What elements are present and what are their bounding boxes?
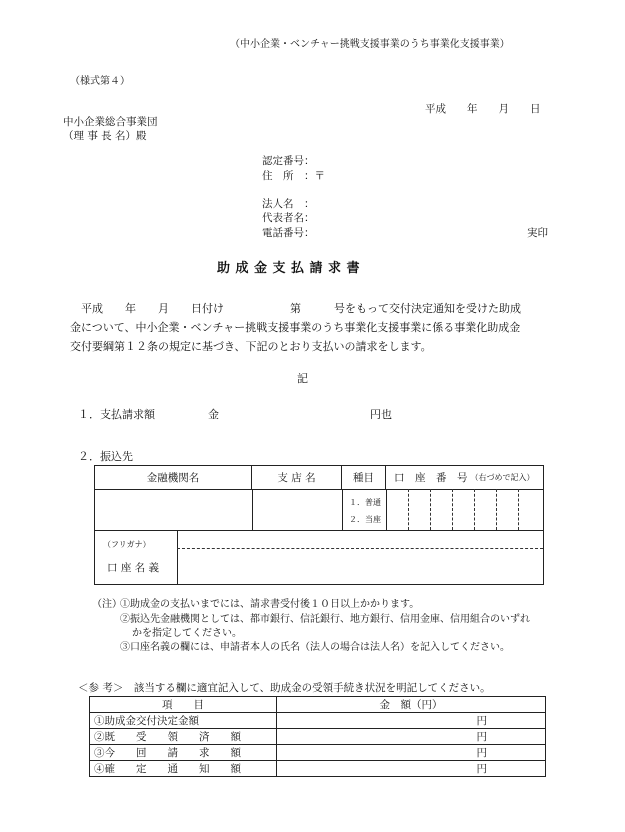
table-divider — [177, 530, 178, 584]
reference-row-label: ①助成金交付決定金額 — [90, 713, 277, 729]
reference-amount-header: 金 額（円） — [277, 697, 546, 713]
transfer-dest-label: ２．振込先 — [78, 450, 133, 463]
body-line: 平成 年 月 日付け 第 号をもって交付決定通知を受けた助成 — [70, 302, 521, 315]
phone-label: 電話番号： — [262, 227, 315, 239]
digit-separator — [430, 489, 431, 530]
corp-name-label: 法人名 ： — [262, 198, 315, 210]
addressee-org: 中小企業総合事業団 — [63, 116, 158, 128]
bank-name-header-text: 金融機関名 — [146, 472, 200, 484]
cert-number-label: 認定番号： — [262, 155, 315, 167]
date-line: 平成 年 月 日 — [425, 103, 541, 115]
yen-label: 円也 — [370, 408, 392, 421]
table-divider — [252, 489, 253, 530]
table-divider — [342, 489, 343, 530]
digit-separator — [408, 489, 409, 530]
table-divider — [386, 489, 387, 530]
payment-amount-label: １．支払請求額 — [78, 408, 155, 421]
address-label: 住 所 ：〒 — [262, 170, 325, 182]
program-note: （中小企業・ベンチャー挑戦支援事業のうち事業化支援事業） — [230, 39, 510, 50]
type-header — [342, 466, 386, 489]
bank-account-table — [94, 465, 544, 585]
reference-header-row — [90, 697, 546, 713]
account-number-header — [386, 466, 543, 489]
reference-heading: ＜参 考＞ 該当する欄に適宜記入して、助成金の受領手続き状況を明記してください。 — [78, 682, 491, 694]
digit-separator — [474, 489, 475, 530]
bank-name-header — [95, 466, 252, 489]
table-divider — [95, 530, 543, 531]
note-line: ②振込先金融機関としては、都市銀行、信託銀行、地方銀行、信用金庫、信用組合のいずれ — [120, 614, 530, 625]
seal-label: 実印 — [527, 227, 548, 239]
type-option-current[interactable]: ２．当座 — [349, 515, 381, 524]
note-line: ③口座名義の欄には、申請者本人の氏名（法人の場合は法人名）を記入してください。 — [120, 642, 510, 653]
reference-row — [90, 713, 546, 729]
branch-header-text: 支 店 名 — [277, 472, 316, 484]
account-number-note: （右づめで記入） — [470, 473, 535, 482]
reference-row — [90, 761, 546, 777]
ki-heading: 記 — [297, 372, 308, 385]
addressee-title: （理 事 長 名）殿 — [63, 130, 147, 142]
reference-row-amount[interactable]: 円 — [277, 713, 546, 729]
reference-row — [90, 729, 546, 745]
reference-row — [90, 745, 546, 761]
body-line: 交付要綱第１２条の規定に基づき、下記のとおり支払いの請求をします。 — [70, 340, 432, 353]
form-number: （様式第４） — [70, 76, 130, 87]
branch-header — [252, 466, 342, 489]
reference-table — [89, 696, 546, 777]
request-body — [70, 299, 570, 356]
document-title: 助成金支払請求書 — [217, 261, 366, 276]
digit-separator — [496, 489, 497, 530]
reference-item-header: 項 目 — [90, 697, 277, 713]
reference-row-amount[interactable]: 円 — [277, 761, 546, 777]
representative-label: 代表者名： — [262, 212, 315, 224]
furigana-divider — [177, 548, 543, 549]
digit-separator — [518, 489, 519, 530]
account-number-header-text: 口 座 番 号 — [394, 472, 468, 484]
note-line: ①助成金の支払いまでには、請求書受付後１０日以上かかります。 — [120, 599, 420, 610]
reference-row-label: ④確 定 通 知 額 — [90, 761, 277, 777]
type-header-text: 種目 — [353, 472, 374, 484]
reference-row-label: ③今 回 請 求 額 — [90, 745, 277, 761]
reference-row-amount[interactable]: 円 — [277, 745, 546, 761]
notes-prefix: （注） — [92, 599, 122, 610]
note-line: かを指定してください。 — [132, 628, 242, 639]
digit-separator — [452, 489, 453, 530]
table-divider — [95, 489, 543, 490]
type-option-ordinary[interactable]: １．普通 — [349, 498, 381, 507]
body-line: 金について、中小企業・ベンチャー挑戦支援事業のうち事業化支援事業に係る事業化助成金 — [70, 321, 521, 334]
account-holder-label: 口 座 名 義 — [107, 562, 160, 574]
furigana-label: （フリガナ） — [103, 540, 151, 549]
reference-row-label: ②既 受 領 済 額 — [90, 729, 277, 745]
kin-label: 金 — [208, 408, 219, 421]
reference-row-amount[interactable]: 円 — [277, 729, 546, 745]
